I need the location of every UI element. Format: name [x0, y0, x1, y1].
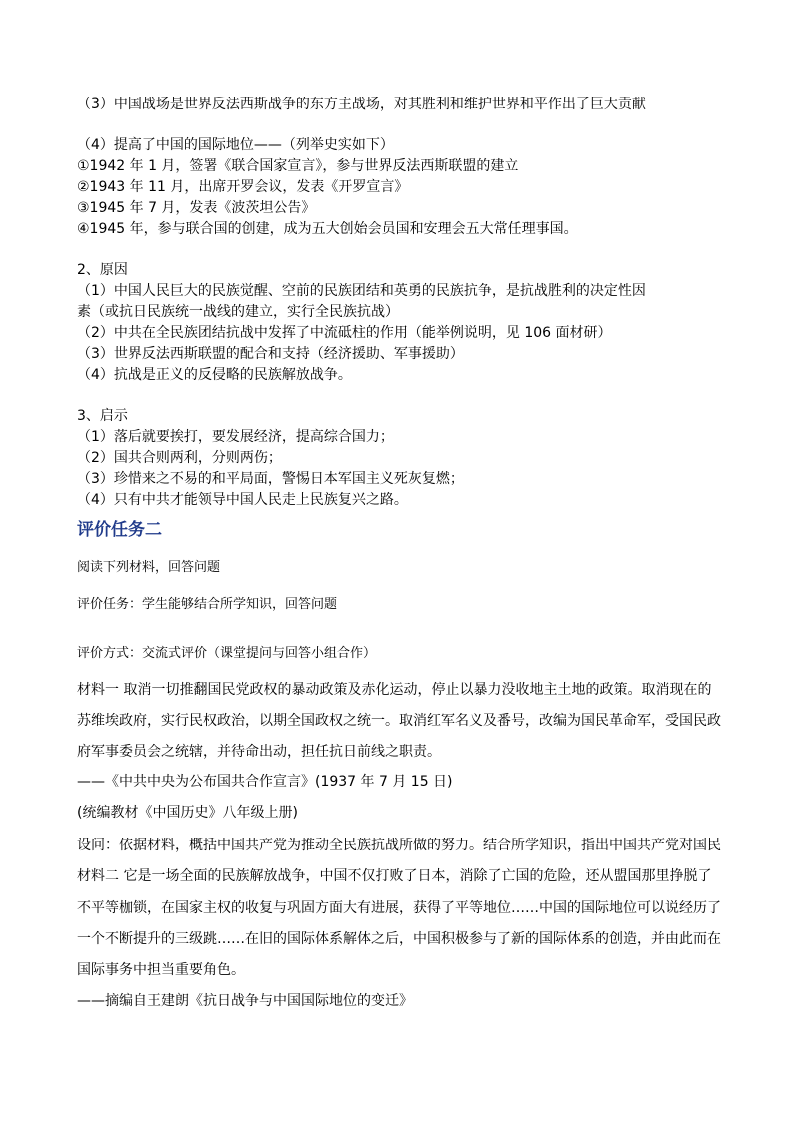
- fact-1942: ①1942 年 1 月，签署《联合国家宣言》，参与世界反法西斯联盟的建立: [77, 158, 519, 174]
- reason-line-1: （1）中国人民巨大的民族觉醒、空前的民族团结和英勇的民族抗争，是抗战胜利的决定性因: [77, 283, 646, 299]
- lessons-title: 3、启示: [77, 408, 128, 424]
- fact-1945-un: ④1945 年，参与联合国的创建，成为五大创始会员国和安理会五大常任理事国。: [77, 221, 578, 237]
- reason-line-2: 素（或抗日民族统一战线的建立，实行全民族抗战）: [77, 304, 399, 320]
- lesson-line-2: （2）国共合则两利，分则两伤；: [77, 450, 282, 466]
- material2-line-3: 一个不断提升的三级跳……在旧的国际体系解体之后，中国积极参与了新的国际体系的创造，并由此而在: [77, 931, 721, 947]
- task2-method: 评价方式：交流式评价（课堂提问与回答小组合作）: [77, 646, 377, 661]
- reason-line-5: （4）抗战是正义的反侵略的民族解放战争。: [77, 367, 352, 383]
- reasons-title: 2、原因: [77, 262, 128, 278]
- reason-line-4: （3）世界反法西斯联盟的配合和支持（经济援助、军事援助）: [77, 346, 464, 362]
- reason-line-3: （2）中共在全民族团结抗战中发挥了中流砥柱的作用（能举例说明，见 106 面材研）: [77, 325, 612, 341]
- material1-question: 设问：依据材料，概括中国共产党为推动全民族抗战所做的努力。结合所学知识，指出中国共产党对国民: [77, 838, 721, 852]
- significance-item-4: （4）提高了中国的国际地位——（列举史实如下）: [77, 137, 394, 153]
- material2-source: ——摘编自王建朗《抗日战争与中国国际地位的变迁》: [77, 993, 413, 1009]
- lesson-line-4: （4）只有中共才能领导中国人民走上民族复兴之路。: [77, 492, 408, 508]
- material1-line-2: 苏维埃政府，实行民权政治，以期全国政权之统一。取消红军名义及番号，改编为国民革命军，受国民政: [77, 713, 721, 729]
- significance-item-3: （3）中国战场是世界反法西斯战争的东方主战场，对其胜利和维护世界和平作出了巨大贡献: [77, 97, 646, 111]
- material1-source: ——《中共中央为公布国共合作宣言》(1937 年 7 月 15 日): [77, 774, 453, 790]
- lesson-line-1: （1）落后就要挨打，要发展经济，提高综合国力；: [77, 429, 394, 445]
- fact-1943: ②1943 年 11 月，出席开罗会议，发表《开罗宣言》: [77, 179, 409, 195]
- task2-heading: 评价任务二: [77, 520, 162, 540]
- task2-instruction: 阅读下列材料，回答问题: [77, 560, 221, 575]
- material2-line-4: 国际事务中担当重要角色。: [77, 962, 245, 978]
- material2-line-1: 材料二 它是一场全面的民族解放战争，中国不仅打败了日本，消除了亡国的危险，还从盟国那里挣脱了: [77, 868, 712, 884]
- material2-line-2: 不平等枷锁，在国家主权的收复与巩固方面大有进展，获得了平等地位……中国的国际地位可以说经历了: [77, 900, 721, 916]
- fact-1945-potsdam: ③1945 年 7 月，发表《波茨坦公告》: [77, 200, 316, 216]
- material1-line-1: 材料一 取消一切推翻国民党政权的暴动政策及赤化运动，停止以暴力没收地主土地的政策。取消现在的: [77, 682, 712, 698]
- material1-textbook: (统编教材《中国历史》八年级上册): [77, 805, 298, 821]
- task2-goal: 评价任务：学生能够结合所学知识，回答问题: [77, 597, 338, 612]
- material1-line-3: 府军事委员会之统辖，并待命出动，担任抗日前线之职责。: [77, 744, 441, 760]
- lesson-line-3: （3）珍惜来之不易的和平局面，警惕日本军国主义死灰复燃；: [77, 471, 464, 487]
